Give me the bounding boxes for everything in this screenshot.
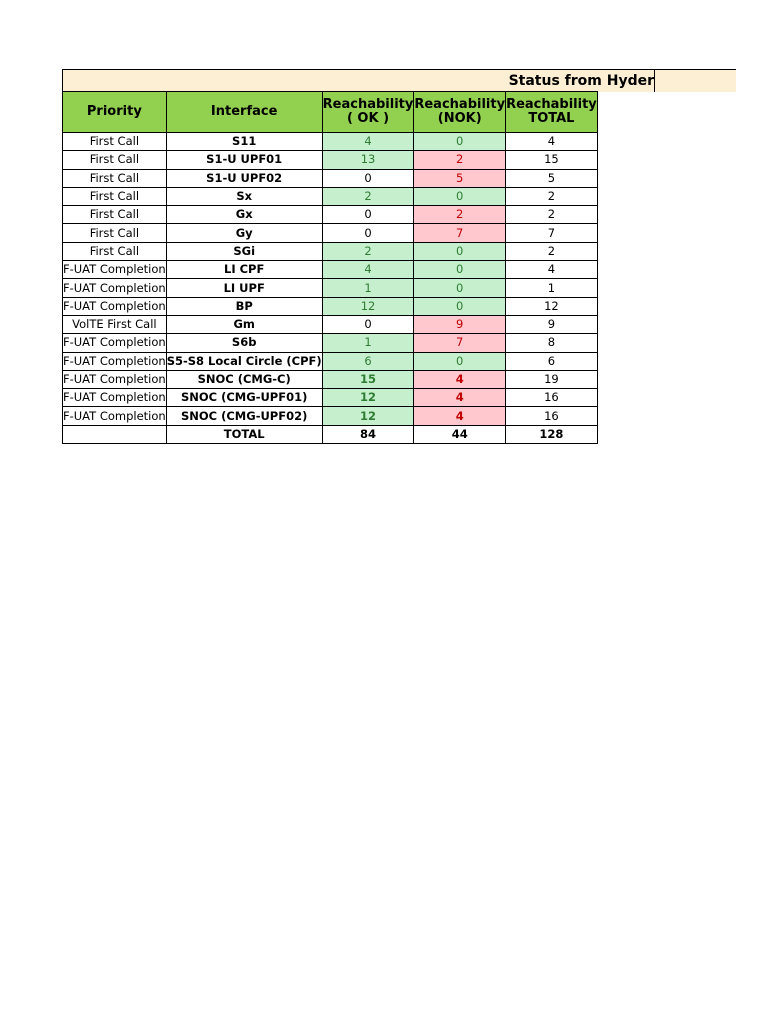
- cell-reachability-total[interactable]: 6: [506, 352, 598, 370]
- cell-priority[interactable]: F-UAT Completion: [63, 297, 167, 315]
- cell-priority[interactable]: First Call: [63, 133, 167, 151]
- cell-interface[interactable]: BP: [166, 297, 322, 315]
- cell-total-nok[interactable]: 44: [414, 425, 506, 443]
- cell-reachability-ok[interactable]: 0: [322, 169, 414, 187]
- cell-reachability-total[interactable]: 5: [506, 169, 598, 187]
- cell-reachability-ok[interactable]: 6: [322, 352, 414, 370]
- cell-priority[interactable]: F-UAT Completion: [63, 370, 167, 388]
- cell-reachability-total[interactable]: 2: [506, 206, 598, 224]
- header-nok-label: Reachability (NOK): [414, 97, 506, 126]
- cell-reachability-ok[interactable]: 4: [322, 261, 414, 279]
- header-priority[interactable]: Priority: [63, 92, 167, 133]
- table-row: [63, 133, 598, 151]
- title-band: [62, 69, 736, 92]
- cell-total-label[interactable]: TOTAL: [166, 425, 322, 443]
- cell-reachability-total[interactable]: 1: [506, 279, 598, 297]
- cell-reachability-nok[interactable]: 0: [414, 279, 506, 297]
- cell-reachability-nok[interactable]: 7: [414, 224, 506, 242]
- cell-priority[interactable]: F-UAT Completion: [63, 407, 167, 425]
- header-row: [63, 92, 598, 133]
- cell-reachability-nok[interactable]: 0: [414, 352, 506, 370]
- cell-reachability-total[interactable]: 9: [506, 315, 598, 333]
- header-interface[interactable]: Interface: [166, 92, 322, 133]
- title-cell[interactable]: [63, 69, 655, 92]
- cell-reachability-nok[interactable]: 4: [414, 407, 506, 425]
- table-row: [63, 370, 598, 388]
- cell-priority[interactable]: First Call: [63, 242, 167, 260]
- cell-interface[interactable]: LI UPF: [166, 279, 322, 297]
- cell-reachability-nok[interactable]: 9: [414, 315, 506, 333]
- cell-empty[interactable]: [63, 425, 167, 443]
- cell-interface[interactable]: SNOC (CMG-UPF02): [166, 407, 322, 425]
- table-row: [63, 334, 598, 352]
- table-row: [63, 169, 598, 187]
- cell-reachability-ok[interactable]: 1: [322, 279, 414, 297]
- cell-priority[interactable]: VolTE First Call: [63, 315, 167, 333]
- header-reachability-total[interactable]: [506, 92, 598, 133]
- cell-reachability-nok[interactable]: 0: [414, 242, 506, 260]
- status-table: [62, 91, 598, 444]
- cell-reachability-ok[interactable]: 1: [322, 334, 414, 352]
- cell-priority[interactable]: F-UAT Completion: [63, 334, 167, 352]
- table-row: [63, 187, 598, 205]
- cell-reachability-ok[interactable]: 12: [322, 297, 414, 315]
- cell-reachability-nok[interactable]: 0: [414, 261, 506, 279]
- cell-interface[interactable]: S11: [166, 133, 322, 151]
- cell-reachability-ok[interactable]: 2: [322, 187, 414, 205]
- cell-reachability-ok[interactable]: 15: [322, 370, 414, 388]
- cell-interface[interactable]: SNOC (CMG-UPF01): [166, 389, 322, 407]
- cell-reachability-nok[interactable]: 2: [414, 151, 506, 169]
- cell-reachability-nok[interactable]: 5: [414, 169, 506, 187]
- cell-interface[interactable]: SGi: [166, 242, 322, 260]
- cell-reachability-ok[interactable]: 13: [322, 151, 414, 169]
- table-row: [63, 297, 598, 315]
- cell-reachability-total[interactable]: 2: [506, 187, 598, 205]
- cell-interface[interactable]: Gx: [166, 206, 322, 224]
- table-row: [63, 242, 598, 260]
- cell-interface[interactable]: Sx: [166, 187, 322, 205]
- table-row: [63, 261, 598, 279]
- cell-reachability-nok[interactable]: 2: [414, 206, 506, 224]
- cell-total-sum[interactable]: 128: [506, 425, 598, 443]
- table-row: [63, 407, 598, 425]
- cell-reachability-ok[interactable]: 0: [322, 224, 414, 242]
- cell-interface[interactable]: S5-S8 Local Circle (CPF): [166, 352, 322, 370]
- cell-reachability-nok[interactable]: 0: [414, 187, 506, 205]
- cell-reachability-total[interactable]: 16: [506, 407, 598, 425]
- cell-reachability-ok[interactable]: 2: [322, 242, 414, 260]
- cell-reachability-total[interactable]: 4: [506, 261, 598, 279]
- cell-reachability-total[interactable]: 16: [506, 389, 598, 407]
- cell-priority[interactable]: F-UAT Completion: [63, 352, 167, 370]
- cell-priority[interactable]: F-UAT Completion: [63, 389, 167, 407]
- cell-reachability-nok[interactable]: 4: [414, 389, 506, 407]
- cell-priority[interactable]: F-UAT Completion: [63, 279, 167, 297]
- cell-priority[interactable]: First Call: [63, 151, 167, 169]
- cell-reachability-nok[interactable]: 0: [414, 297, 506, 315]
- table-row: [63, 279, 598, 297]
- total-row: [63, 425, 598, 443]
- header-reachability-ok[interactable]: [322, 92, 414, 133]
- table-row: [63, 151, 598, 169]
- cell-reachability-ok[interactable]: 12: [322, 389, 414, 407]
- cell-priority[interactable]: F-UAT Completion: [63, 261, 167, 279]
- cell-reachability-ok[interactable]: 12: [322, 407, 414, 425]
- cell-interface[interactable]: LI CPF: [166, 261, 322, 279]
- cell-reachability-total[interactable]: 15: [506, 151, 598, 169]
- cell-total-ok[interactable]: 84: [322, 425, 414, 443]
- table-body: [63, 133, 598, 444]
- cell-reachability-ok[interactable]: 0: [322, 206, 414, 224]
- cell-reachability-ok[interactable]: 4: [322, 133, 414, 151]
- cell-reachability-total[interactable]: 8: [506, 334, 598, 352]
- header-ok-label: Reachability ( OK ): [322, 97, 414, 126]
- cell-reachability-total[interactable]: 12: [506, 297, 598, 315]
- table-row: [63, 224, 598, 242]
- cell-interface[interactable]: S6b: [166, 334, 322, 352]
- cell-reachability-nok[interactable]: 7: [414, 334, 506, 352]
- cell-reachability-total[interactable]: 19: [506, 370, 598, 388]
- cell-reachability-total[interactable]: 4: [506, 133, 598, 151]
- cell-reachability-total[interactable]: 7: [506, 224, 598, 242]
- header-reachability-nok[interactable]: [414, 92, 506, 133]
- cell-priority[interactable]: First Call: [63, 169, 167, 187]
- cell-reachability-total[interactable]: 2: [506, 242, 598, 260]
- cell-interface[interactable]: Gm: [166, 315, 322, 333]
- cell-interface[interactable]: Gy: [166, 224, 322, 242]
- cell-reachability-nok[interactable]: 0: [414, 133, 506, 151]
- cell-interface[interactable]: S1-U UPF02: [166, 169, 322, 187]
- cell-priority[interactable]: First Call: [63, 187, 167, 205]
- cell-priority[interactable]: First Call: [63, 224, 167, 242]
- cell-priority[interactable]: First Call: [63, 206, 167, 224]
- table-row: [63, 389, 598, 407]
- sheet-title: Status from Hyder: [508, 73, 654, 89]
- cell-reachability-ok[interactable]: 0: [322, 315, 414, 333]
- table-row: [63, 315, 598, 333]
- cell-interface[interactable]: S1-U UPF01: [166, 151, 322, 169]
- table-row: [63, 206, 598, 224]
- table-row: [63, 352, 598, 370]
- cell-interface[interactable]: SNOC (CMG-C): [166, 370, 322, 388]
- cell-reachability-nok[interactable]: 4: [414, 370, 506, 388]
- header-total-label: Reachability TOTAL: [506, 97, 597, 126]
